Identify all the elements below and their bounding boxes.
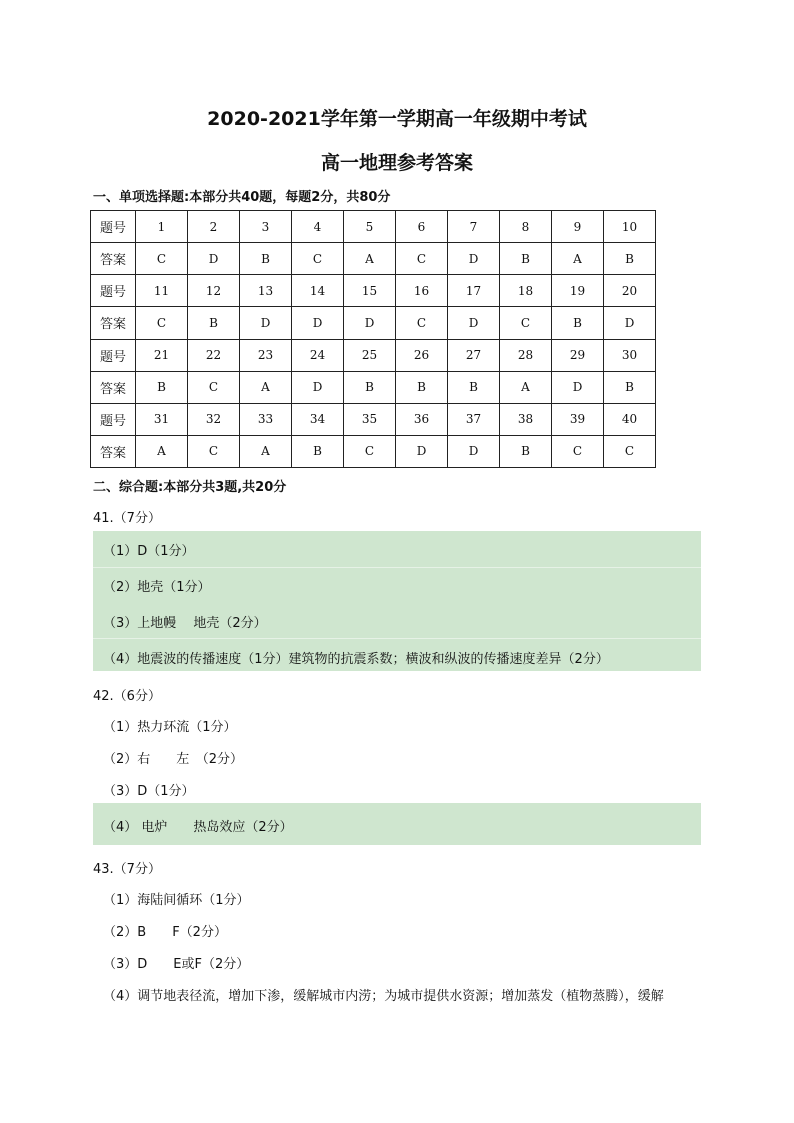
question-number-cell: 39: [552, 403, 604, 435]
row-label-question: 题号: [91, 275, 136, 307]
answer-cell: D: [396, 435, 448, 467]
q41-header: 41.（7分）: [93, 511, 161, 526]
question-number-cell: 35: [344, 403, 396, 435]
row-label-question: 题号: [91, 339, 136, 371]
table-row-numbers: [91, 275, 656, 307]
answer-cell: C: [604, 435, 656, 467]
answer-cell: B: [292, 435, 344, 467]
question-number-cell: 3: [240, 211, 292, 243]
question-number-cell: 30: [604, 339, 656, 371]
answer-cell: C: [136, 243, 188, 275]
question-number-cell: 25: [344, 339, 396, 371]
answer-cell: D: [604, 307, 656, 339]
table-row-answers: [91, 371, 656, 403]
answer-cell: D: [552, 371, 604, 403]
answer-cell: C: [500, 307, 552, 339]
question-number-cell: 15: [344, 275, 396, 307]
row-label-answer: 答案: [91, 243, 136, 275]
question-number-cell: 31: [136, 403, 188, 435]
answer-cell: A: [500, 371, 552, 403]
q43-item-2: （2）B F（2分）: [103, 925, 227, 940]
answer-cell: D: [188, 243, 240, 275]
table-row-answers: [91, 435, 656, 467]
q41-divider-2: [93, 638, 701, 639]
row-label-answer: 答案: [91, 371, 136, 403]
answer-cell: B: [136, 371, 188, 403]
row-label-question: 题号: [91, 403, 136, 435]
row-label-question: 题号: [91, 211, 136, 243]
question-number-cell: 17: [448, 275, 500, 307]
q43-item-3: （3）D E或F（2分）: [103, 957, 250, 972]
question-number-cell: 21: [136, 339, 188, 371]
q41-item-2: （2）地壳（1分）: [103, 580, 211, 595]
table-row-numbers: [91, 403, 656, 435]
answer-cell: B: [500, 243, 552, 275]
table-row-numbers: [91, 339, 656, 371]
answer-cell: C: [188, 435, 240, 467]
section1-heading: 一、单项选择题:本部分共40题，每题2分，共80分: [93, 190, 391, 205]
question-number-cell: 5: [344, 211, 396, 243]
q43-item-4: （4）调节地表径流，增加下渗，缓解城市内涝；为城市提供水资源；增加蒸发（植物蒸腾），缓解: [103, 989, 664, 1004]
answer-cell: B: [604, 371, 656, 403]
q43-item-1: （1）海陆间循环（1分）: [103, 893, 250, 908]
question-number-cell: 8: [500, 211, 552, 243]
answer-cell: D: [240, 307, 292, 339]
answer-cell: A: [136, 435, 188, 467]
answer-cell: C: [136, 307, 188, 339]
answer-cell: B: [500, 435, 552, 467]
question-number-cell: 23: [240, 339, 292, 371]
question-number-cell: 22: [188, 339, 240, 371]
q42-item-4: （4） 电炉 热岛效应（2分）: [103, 820, 293, 835]
row-label-answer: 答案: [91, 435, 136, 467]
question-number-cell: 37: [448, 403, 500, 435]
answer-cell: B: [448, 371, 500, 403]
question-number-cell: 28: [500, 339, 552, 371]
question-number-cell: 18: [500, 275, 552, 307]
answer-cell: D: [448, 243, 500, 275]
question-number-cell: 29: [552, 339, 604, 371]
answer-table: [90, 210, 656, 468]
question-number-cell: 34: [292, 403, 344, 435]
question-number-cell: 36: [396, 403, 448, 435]
answer-cell: D: [448, 307, 500, 339]
question-number-cell: 2: [188, 211, 240, 243]
question-number-cell: 6: [396, 211, 448, 243]
answer-cell: A: [344, 243, 396, 275]
question-number-cell: 14: [292, 275, 344, 307]
exam-title: 2020-2021学年第一学期高一年级期中考试: [207, 108, 587, 130]
question-number-cell: 1: [136, 211, 188, 243]
answer-cell: C: [188, 371, 240, 403]
question-number-cell: 16: [396, 275, 448, 307]
answer-cell: B: [188, 307, 240, 339]
table-row-numbers: [91, 211, 656, 243]
answer-cell: D: [448, 435, 500, 467]
question-number-cell: 33: [240, 403, 292, 435]
question-number-cell: 32: [188, 403, 240, 435]
answer-cell: C: [292, 243, 344, 275]
question-number-cell: 19: [552, 275, 604, 307]
q41-divider-1: [93, 567, 701, 568]
q42-header: 42.（6分）: [93, 689, 161, 704]
answer-cell: A: [552, 243, 604, 275]
q42-item-3: （3）D（1分）: [103, 784, 195, 799]
question-number-cell: 40: [604, 403, 656, 435]
answer-cell: A: [240, 371, 292, 403]
q41-item-4: （4）地震波的传播速度（1分）建筑物的抗震系数；横波和纵波的传播速度差异（2分）: [103, 652, 609, 667]
question-number-cell: 9: [552, 211, 604, 243]
answer-cell: B: [240, 243, 292, 275]
row-label-answer: 答案: [91, 307, 136, 339]
question-number-cell: 10: [604, 211, 656, 243]
exam-subtitle: 高一地理参考答案: [320, 152, 473, 174]
answer-cell: D: [292, 307, 344, 339]
question-number-cell: 24: [292, 339, 344, 371]
table-row-answers: [91, 307, 656, 339]
q41-item-3: （3）上地幔 地壳（2分）: [103, 616, 267, 631]
question-number-cell: 7: [448, 211, 500, 243]
answer-cell: A: [240, 435, 292, 467]
answer-cell: D: [292, 371, 344, 403]
table-row-answers: [91, 243, 656, 275]
answer-cell: C: [552, 435, 604, 467]
question-number-cell: 4: [292, 211, 344, 243]
q41-item-1: （1）D（1分）: [103, 544, 195, 559]
q43-header: 43.（7分）: [93, 862, 161, 877]
answer-cell: C: [396, 307, 448, 339]
question-number-cell: 27: [448, 339, 500, 371]
answer-cell: B: [344, 371, 396, 403]
q42-item-2: （2）右 左 （2分）: [103, 752, 244, 767]
answer-cell: B: [396, 371, 448, 403]
question-number-cell: 26: [396, 339, 448, 371]
answer-cell: D: [344, 307, 396, 339]
q42-item-1: （1）热力环流（1分）: [103, 720, 237, 735]
question-number-cell: 11: [136, 275, 188, 307]
answer-cell: B: [552, 307, 604, 339]
answer-cell: B: [604, 243, 656, 275]
question-number-cell: 38: [500, 403, 552, 435]
question-number-cell: 12: [188, 275, 240, 307]
section2-heading: 二、综合题:本部分共3题,共20分: [93, 480, 287, 495]
answer-cell: C: [396, 243, 448, 275]
answer-cell: C: [344, 435, 396, 467]
question-number-cell: 13: [240, 275, 292, 307]
question-number-cell: 20: [604, 275, 656, 307]
